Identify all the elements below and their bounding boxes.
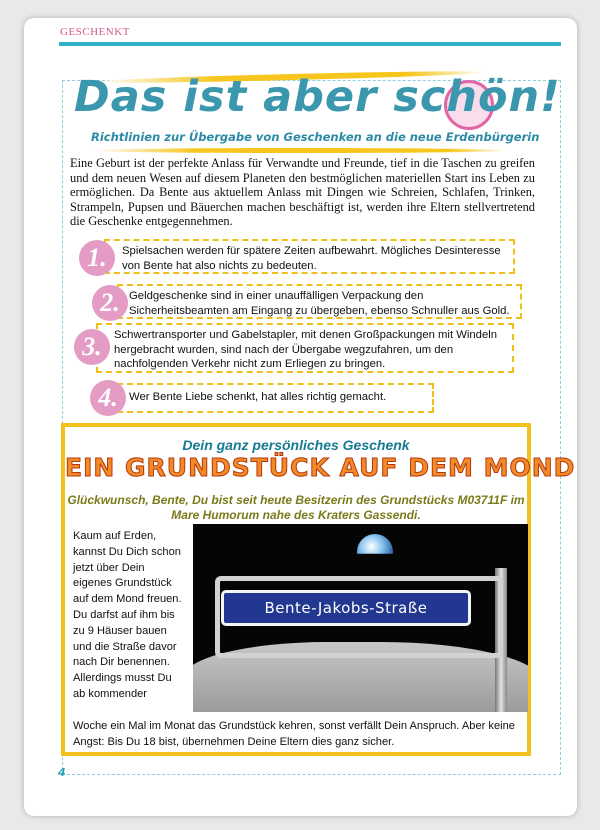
street-sign: Bente-Jakobs-Straße (221, 590, 471, 626)
rule-item-3 (96, 323, 514, 373)
page-number: 4 (58, 766, 66, 779)
rule-text: Spielsachen werden für spätere Zeiten aufbewahrt. Mögliches Desinteresse von Bente hat also nichts zu bedeuten. (122, 245, 501, 272)
earth-icon (357, 534, 393, 570)
subtitle-swoosh (90, 148, 510, 153)
rule-number-4: 4. (90, 380, 126, 416)
gift-kicker: Dein ganz persönliches Geschenk (182, 437, 410, 453)
section-label: GESCHENKT (60, 26, 130, 38)
gift-congrats: Glückwunsch, Bente, Du bist seit heute Besitzerin des Grundstücks M03711F im Mare Humorum nahe des Kraters Gassendi. (67, 493, 525, 522)
gift-text-bottom: Woche ein Mal im Monat das Grundstück kehren, sonst verfällt Dein Anspruch. Aber keine Angst: Bis Du 18 bist, übernehmen Deine Eltern dies ganz sicher. (73, 720, 515, 748)
page-subtitle: Richtlinien zur Übergabe von Geschenken an die neue Erdenbürgerin (91, 130, 540, 144)
rule-number-3: 3. (74, 329, 110, 365)
gift-text-left: Kaum auf Erden, kannst Du Dich schon jetzt über Dein eigenes Grundstück auf dem Mond freuen. Du darfst auf ihm bis zu 9 Häuser bauen und die Straße davor nach Dir benennen. Allerdings musst Du ab kommender (73, 530, 182, 700)
rule-item-4 (117, 383, 434, 413)
gift-box (61, 423, 576, 756)
rule-text: Geldgeschenke sind in einer unauffälligen Verpackung den Sicherheitsbeamten am Eingang zu übergeben, ebenso Schnuller aus Gold. (129, 290, 510, 317)
rule-number-2: 2. (92, 285, 128, 321)
rule-text: Schwertransporter und Gabelstapler, mit denen Großpackungen mit Windeln hergebracht wurden, sind nach der Übergabe wegzufahren, um den nachfolgenden Verkehr nicht zum Erliegen zu bringen. (114, 329, 498, 370)
header-rule (59, 42, 561, 46)
intro-paragraph: Eine Geburt ist der perfekte Anlass für Verwandte und Freunde, tief in die Taschen zu greifen und dem neuen Wesen auf diesem Planeten den bestmöglichen materiellen Start ins Leben zu ermöglichen. Da Bente aus aktuellem Anlass mit Dingen wie Schreien, Schlafen, Trinken, Strampeln, Pupsen und Bäuerchen machen beschäftigt ist, werden ihre Eltern stellvertretend die Geschenke entgegennehmen. (70, 156, 535, 228)
moon-photo (193, 524, 528, 712)
gift-title: EIN GRUNDSTÜCK AUF DEM MOND (65, 453, 576, 482)
rule-item-1 (104, 239, 515, 274)
rule-text: Wer Bente Liebe schenkt, hat alles richtig gemacht. (129, 391, 387, 403)
rule-item-2 (117, 284, 522, 319)
page-title: Das ist aber schön! (74, 72, 561, 122)
rule-number-1: 1. (79, 240, 115, 276)
